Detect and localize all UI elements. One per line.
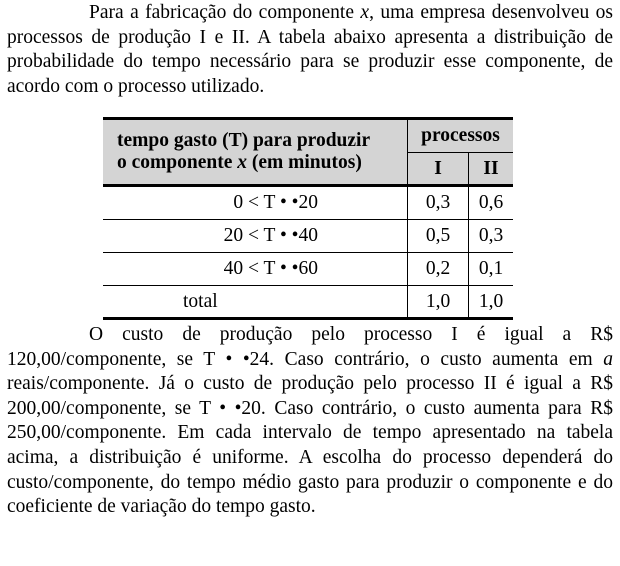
table-row	[103, 253, 513, 286]
table-row	[103, 220, 513, 253]
process-I-total: 1,0	[408, 286, 469, 319]
cost-variable-a: a	[603, 348, 613, 370]
total-label: total	[103, 286, 408, 319]
time-range-cell: 20 < T • •40	[103, 220, 408, 253]
time-header-variable-x: x	[237, 152, 247, 173]
process-II-probability: 0,3	[469, 220, 514, 253]
process-II-probability: 0,1	[469, 253, 514, 286]
time-header-line2	[117, 152, 407, 174]
process-II-total: 1,0	[469, 286, 514, 319]
processes-header: processos	[408, 119, 514, 153]
time-header-line1: tempo gasto (T) para produzir	[117, 130, 371, 151]
table-header-row	[103, 119, 513, 153]
cost-paragraph	[7, 323, 613, 520]
time-header-line2-post: (em minutos)	[247, 152, 362, 173]
cost-text-part1: O custo de produção pelo processo I é igual a R$ 120,00/componente, se T • •24. Caso contrário, o custo aumenta em	[7, 324, 613, 370]
time-column-header	[103, 119, 408, 186]
table-total-row	[103, 286, 513, 319]
time-range-cell: 40 < T • •60	[103, 253, 408, 286]
process-I-header: I	[408, 153, 469, 186]
process-I-probability: 0,5	[408, 220, 469, 253]
cost-text-part2: reais/componente. Já o custo de produção pelo processo II é igual a R$ 200,00/componente, se T • •20. Caso contrário, o custo aumenta para R$ 250,00/componente. Em cada intervalo de tempo apresentado na tabela acima, a distribuição é uniforme. A escolha do processo dependerá do custo/componente, do tempo médio gasto para produzir o componente e do coeficiente de variação do tempo gasto.	[7, 373, 613, 518]
intro-text-part1: Para a fabricação do componente	[89, 2, 361, 23]
process-II-header: II	[469, 153, 514, 186]
intro-paragraph	[7, 1, 613, 99]
process-I-probability: 0,2	[408, 253, 469, 286]
table-row	[103, 186, 513, 220]
intro-text-part2: , uma empresa desenvolveu os processos de produção I e II. A tabela abaixo apresenta a distribuição de probabilidade do tempo necessário para se produzir esse componente, de acordo com o processo utilizado.	[7, 2, 613, 97]
time-range-cell: 0 < T • •20	[103, 186, 408, 220]
process-I-probability: 0,3	[408, 186, 469, 220]
probability-distribution-table	[103, 117, 513, 320]
component-variable-x: x	[360, 2, 370, 23]
time-header-line2-pre: o componente	[117, 152, 238, 173]
process-II-probability: 0,6	[469, 186, 514, 220]
